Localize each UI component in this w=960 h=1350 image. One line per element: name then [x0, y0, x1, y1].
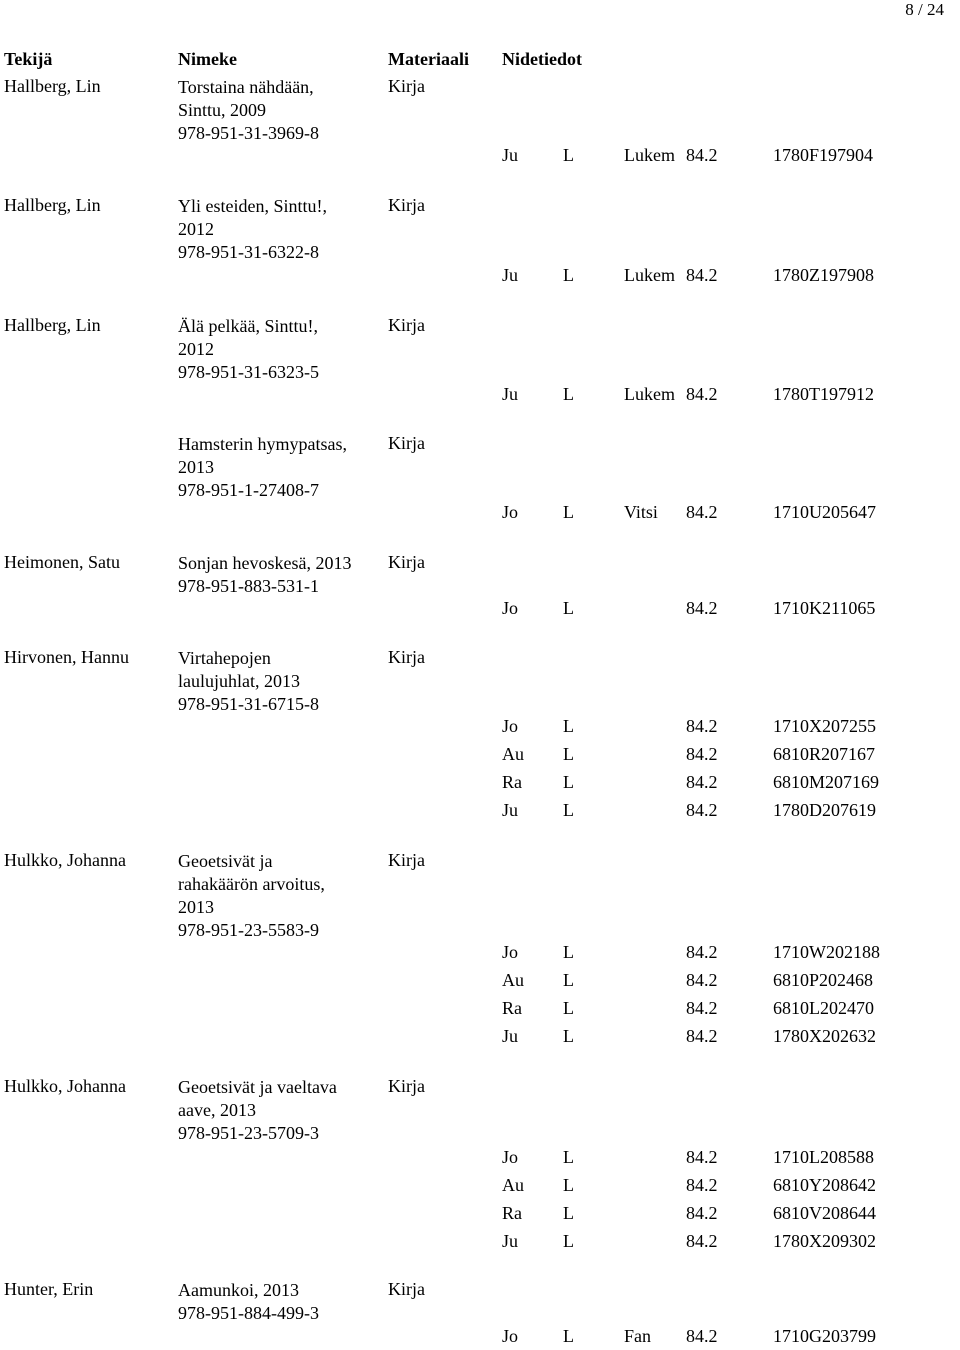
holding-barcode: 1780Z197908 — [773, 265, 874, 285]
holding-class: 84.2 — [686, 1326, 718, 1346]
holding-barcode: 1780D207619 — [773, 800, 876, 820]
entry-author: Hallberg, Lin — [4, 195, 101, 215]
holding-barcode: 1710K211065 — [773, 598, 876, 618]
holding-library: Ju — [502, 1231, 519, 1251]
holding-barcode: 1780X202632 — [773, 1026, 876, 1046]
holding-loan-type: L — [563, 1203, 574, 1223]
holding-barcode: 1780F197904 — [773, 145, 874, 165]
holding-class: 84.2 — [686, 502, 718, 522]
entry-title: Virtahepojen laulujuhlat, 2013 978-951-31-6715-8 — [178, 648, 319, 714]
holding-loan-type: L — [563, 1231, 574, 1251]
holding-library: Au — [502, 1175, 524, 1195]
entry-author: Hallberg, Lin — [4, 76, 101, 96]
column-header-holdings: Nidetiedot — [502, 49, 582, 69]
holding-barcode: 6810L202470 — [773, 998, 874, 1018]
entry-material: Kirja — [388, 76, 425, 96]
holding-class: 84.2 — [686, 942, 718, 962]
holding-barcode: 6810R207167 — [773, 744, 876, 764]
entry-title: Aamunkoi, 2013 978-951-884-499-3 — [178, 1280, 319, 1323]
holding-loan-type: L — [563, 800, 574, 820]
holding-library: Jo — [502, 716, 519, 736]
holding-library: Jo — [502, 502, 519, 522]
entry-title: Geoetsivät ja rahakäärön arvoitus, 2013 978-951-23-5583-9 — [178, 851, 325, 940]
holding-loan-type: L — [563, 384, 574, 404]
holding-row — [0, 1326, 960, 1350]
holding-class: 84.2 — [686, 1175, 718, 1195]
holding-row — [0, 598, 960, 622]
entry-material: Kirja — [388, 195, 425, 215]
holding-location: Lukem — [624, 384, 675, 404]
holding-barcode: 1710L208588 — [773, 1147, 874, 1167]
entry-title: Hamsterin hymypatsas, 2013 978-951-1-27408-7 — [178, 434, 347, 500]
holding-row — [0, 384, 960, 408]
holding-barcode: 1780T197912 — [773, 384, 874, 404]
holding-library: Jo — [502, 598, 519, 618]
holding-barcode: 6810P202468 — [773, 970, 874, 990]
holding-row — [0, 800, 960, 824]
holding-barcode: 6810Y208642 — [773, 1175, 876, 1195]
holding-class: 84.2 — [686, 1231, 718, 1251]
entry-material: Kirja — [388, 433, 425, 453]
holding-library: Ju — [502, 265, 519, 285]
holding-class: 84.2 — [686, 970, 718, 990]
holding-loan-type: L — [563, 716, 574, 736]
entry-title: Älä pelkää, Sinttu!, 2012 978-951-31-6323-5 — [178, 316, 319, 382]
holding-loan-type: L — [563, 942, 574, 962]
entry-author: Hallberg, Lin — [4, 315, 101, 335]
entry-title: Geoetsivät ja vaeltava aave, 2013 978-951-23-5709-3 — [178, 1077, 337, 1143]
column-header-author: Tekijä — [4, 49, 53, 69]
holding-library: Ra — [502, 772, 522, 792]
holding-library: Ju — [502, 800, 519, 820]
entry-material: Kirja — [388, 552, 425, 572]
holding-library: Au — [502, 970, 524, 990]
holding-barcode: 1780X209302 — [773, 1231, 876, 1251]
holding-library: Au — [502, 744, 524, 764]
holding-barcode: 1710W202188 — [773, 942, 880, 962]
holding-class: 84.2 — [686, 1026, 718, 1046]
holding-class: 84.2 — [686, 1147, 718, 1167]
holding-loan-type: L — [563, 265, 574, 285]
holding-class: 84.2 — [686, 772, 718, 792]
holding-location: Lukem — [624, 265, 675, 285]
holding-library: Ju — [502, 145, 519, 165]
holding-loan-type: L — [563, 502, 574, 522]
entry-author: Hulkko, Johanna — [4, 850, 126, 870]
holding-loan-type: L — [563, 145, 574, 165]
holding-class: 84.2 — [686, 265, 718, 285]
holding-loan-type: L — [563, 772, 574, 792]
holding-barcode: 1710G203799 — [773, 1326, 876, 1346]
holding-row — [0, 1231, 960, 1255]
holding-class: 84.2 — [686, 1203, 718, 1223]
holding-class: 84.2 — [686, 800, 718, 820]
holding-library: Ju — [502, 1026, 519, 1046]
holding-loan-type: L — [563, 1026, 574, 1046]
holding-row — [0, 265, 960, 289]
holding-class: 84.2 — [686, 716, 718, 736]
holding-row — [0, 1175, 960, 1199]
holding-class: 84.2 — [686, 998, 718, 1018]
holding-loan-type: L — [563, 598, 574, 618]
entry-author: Hunter, Erin — [4, 1279, 94, 1299]
holding-row — [0, 145, 960, 169]
entry-material: Kirja — [388, 850, 425, 870]
holding-library: Ra — [502, 998, 522, 1018]
column-header-material: Materiaali — [388, 49, 469, 69]
entry-title: Sonjan hevoskesä, 2013 978-951-883-531-1 — [178, 553, 352, 596]
holding-row — [0, 716, 960, 740]
holding-barcode: 6810V208644 — [773, 1203, 876, 1223]
holding-loan-type: L — [563, 998, 574, 1018]
holding-library: Jo — [502, 1326, 519, 1346]
entry-title: Yli esteiden, Sinttu!, 2012 978-951-31-6322-8 — [178, 196, 327, 262]
holding-loan-type: L — [563, 1175, 574, 1195]
holding-barcode: 6810M207169 — [773, 772, 880, 792]
entry-material: Kirja — [388, 1076, 425, 1096]
holding-row — [0, 772, 960, 796]
holding-library: Ju — [502, 384, 519, 404]
holding-library: Jo — [502, 942, 519, 962]
holding-row — [0, 998, 960, 1022]
entry-material: Kirja — [388, 647, 425, 667]
holding-row — [0, 502, 960, 526]
entry-author: Heimonen, Satu — [4, 552, 120, 572]
holding-class: 84.2 — [686, 744, 718, 764]
holding-loan-type: L — [563, 1147, 574, 1167]
holding-class: 84.2 — [686, 598, 718, 618]
holding-row — [0, 1203, 960, 1227]
entry-author: Hirvonen, Hannu — [4, 647, 129, 667]
holding-row — [0, 942, 960, 966]
holding-loan-type: L — [563, 744, 574, 764]
holding-class: 84.2 — [686, 145, 718, 165]
holding-class: 84.2 — [686, 384, 718, 404]
holding-library: Ra — [502, 1203, 522, 1223]
entry-author: Hulkko, Johanna — [4, 1076, 126, 1096]
holding-library: Jo — [502, 1147, 519, 1167]
entry-title: Torstaina nähdään, Sinttu, 2009 978-951-31-3969-8 — [178, 77, 319, 143]
entry-material: Kirja — [388, 315, 425, 335]
holding-barcode: 1710U205647 — [773, 502, 876, 522]
column-header-title: Nimeke — [178, 49, 237, 69]
holding-row — [0, 744, 960, 768]
holding-location: Lukem — [624, 145, 675, 165]
holding-barcode: 1710X207255 — [773, 716, 876, 736]
holding-location: Fan — [624, 1326, 651, 1346]
holding-row — [0, 970, 960, 994]
entry-material: Kirja — [388, 1279, 425, 1299]
holding-row — [0, 1026, 960, 1050]
page-number: 8 / 24 — [905, 0, 944, 19]
holding-loan-type: L — [563, 1326, 574, 1346]
holding-loan-type: L — [563, 970, 574, 990]
holding-row — [0, 1147, 960, 1171]
holding-location: Vitsi — [624, 502, 658, 522]
